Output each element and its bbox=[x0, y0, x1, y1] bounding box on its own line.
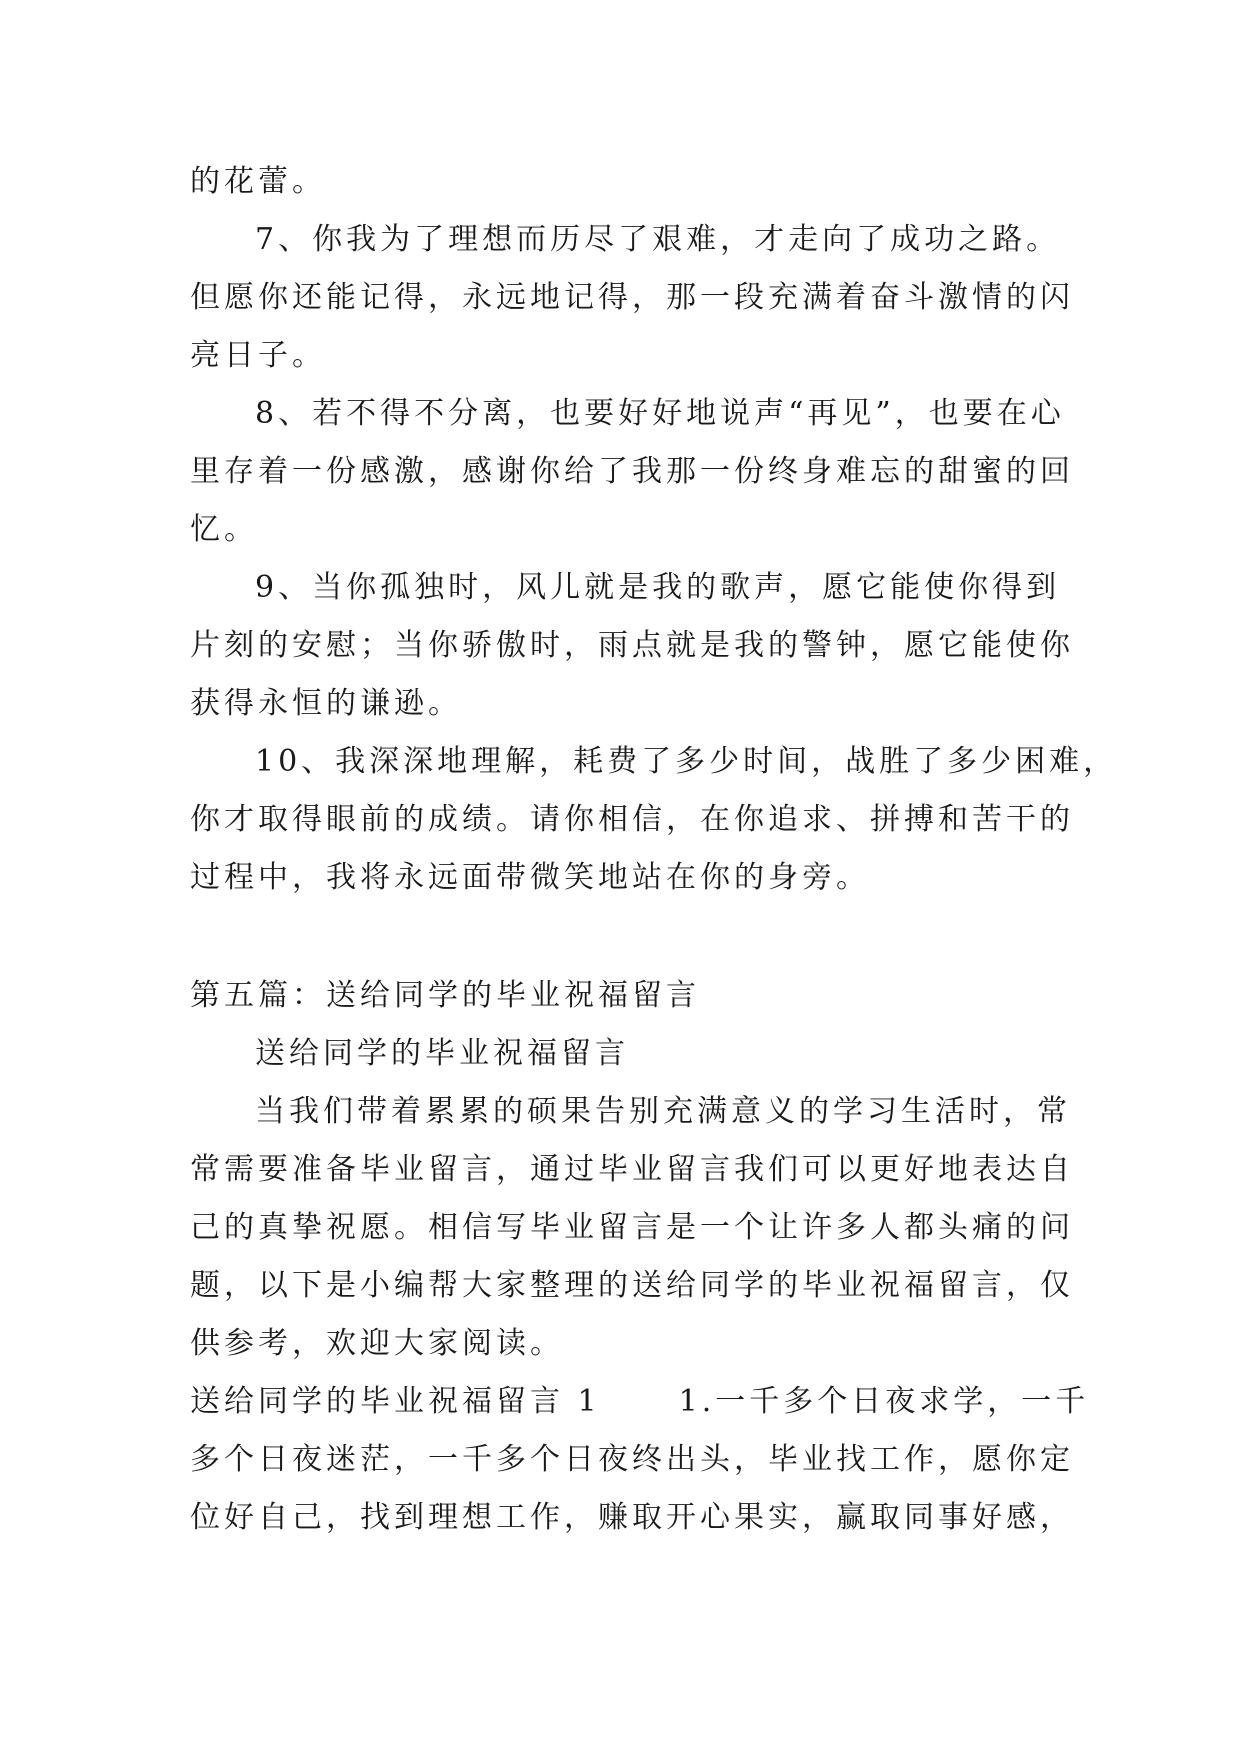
text-line: 9、当你孤独时，风儿就是我的歌声，愿它能使你得到 bbox=[255, 570, 1061, 605]
text-line: 你才取得眼前的成绩。请你相信，在你追求、拼搏和苦干的 bbox=[190, 802, 1074, 837]
text-line: 8、若不得不分离，也要好好地说声“再见”，也要在心 bbox=[255, 396, 1065, 431]
text-line: 亮日子。 bbox=[190, 338, 326, 373]
text-line: 10、我深深地理解，耗费了多少时间，战胜了多少困难， bbox=[255, 744, 1118, 779]
text-line: 忆。 bbox=[190, 512, 258, 547]
text-line: 的花蕾。 bbox=[190, 164, 326, 199]
text-line: 获得永恒的谦逊。 bbox=[190, 686, 462, 721]
text-span: 1.一千多个日夜求学，一千 bbox=[678, 1384, 1090, 1419]
text-line: 己的真挚祝愿。相信写毕业留言是一个让许多人都头痛的问 bbox=[190, 1210, 1074, 1245]
text-line: 常需要准备毕业留言，通过毕业留言我们可以更好地表达自 bbox=[190, 1152, 1074, 1187]
subsection-line bbox=[190, 1382, 1090, 1422]
text-line: 片刻的安慰；当你骄傲时，雨点就是我的警钟，愿它能使你 bbox=[190, 628, 1074, 663]
text-line: 多个日夜迷茫，一千多个日夜终出头，毕业找工作，愿你定 bbox=[190, 1442, 1074, 1477]
text-line: 位好自己，找到理想工作，赚取开心果实，赢取同事好感， bbox=[190, 1500, 1074, 1535]
text-line: 过程中，我将永远面带微笑地站在你的身旁。 bbox=[190, 860, 870, 895]
subsection-title: 送给同学的毕业祝福留言 1 bbox=[190, 1384, 601, 1419]
article-title: 送给同学的毕业祝福留言 bbox=[255, 1036, 629, 1071]
text-line: 当我们带着累累的硕果告别充满意义的学习生活时，常 bbox=[255, 1094, 1071, 1129]
text-line: 里存着一份感激，感谢你给了我那一份终身难忘的甜蜜的回 bbox=[190, 454, 1074, 489]
text-line: 供参考，欢迎大家阅读。 bbox=[190, 1326, 564, 1361]
text-line: 7、你我为了理想而历尽了艰难，才走向了成功之路。 bbox=[255, 222, 1061, 257]
text-line: 但愿你还能记得，永远地记得，那一段充满着奋斗激情的闪 bbox=[190, 280, 1074, 315]
text-line: 题，以下是小编帮大家整理的送给同学的毕业祝福留言，仅 bbox=[190, 1268, 1074, 1303]
section-heading: 第五篇：送给同学的毕业祝福留言 bbox=[190, 978, 700, 1013]
